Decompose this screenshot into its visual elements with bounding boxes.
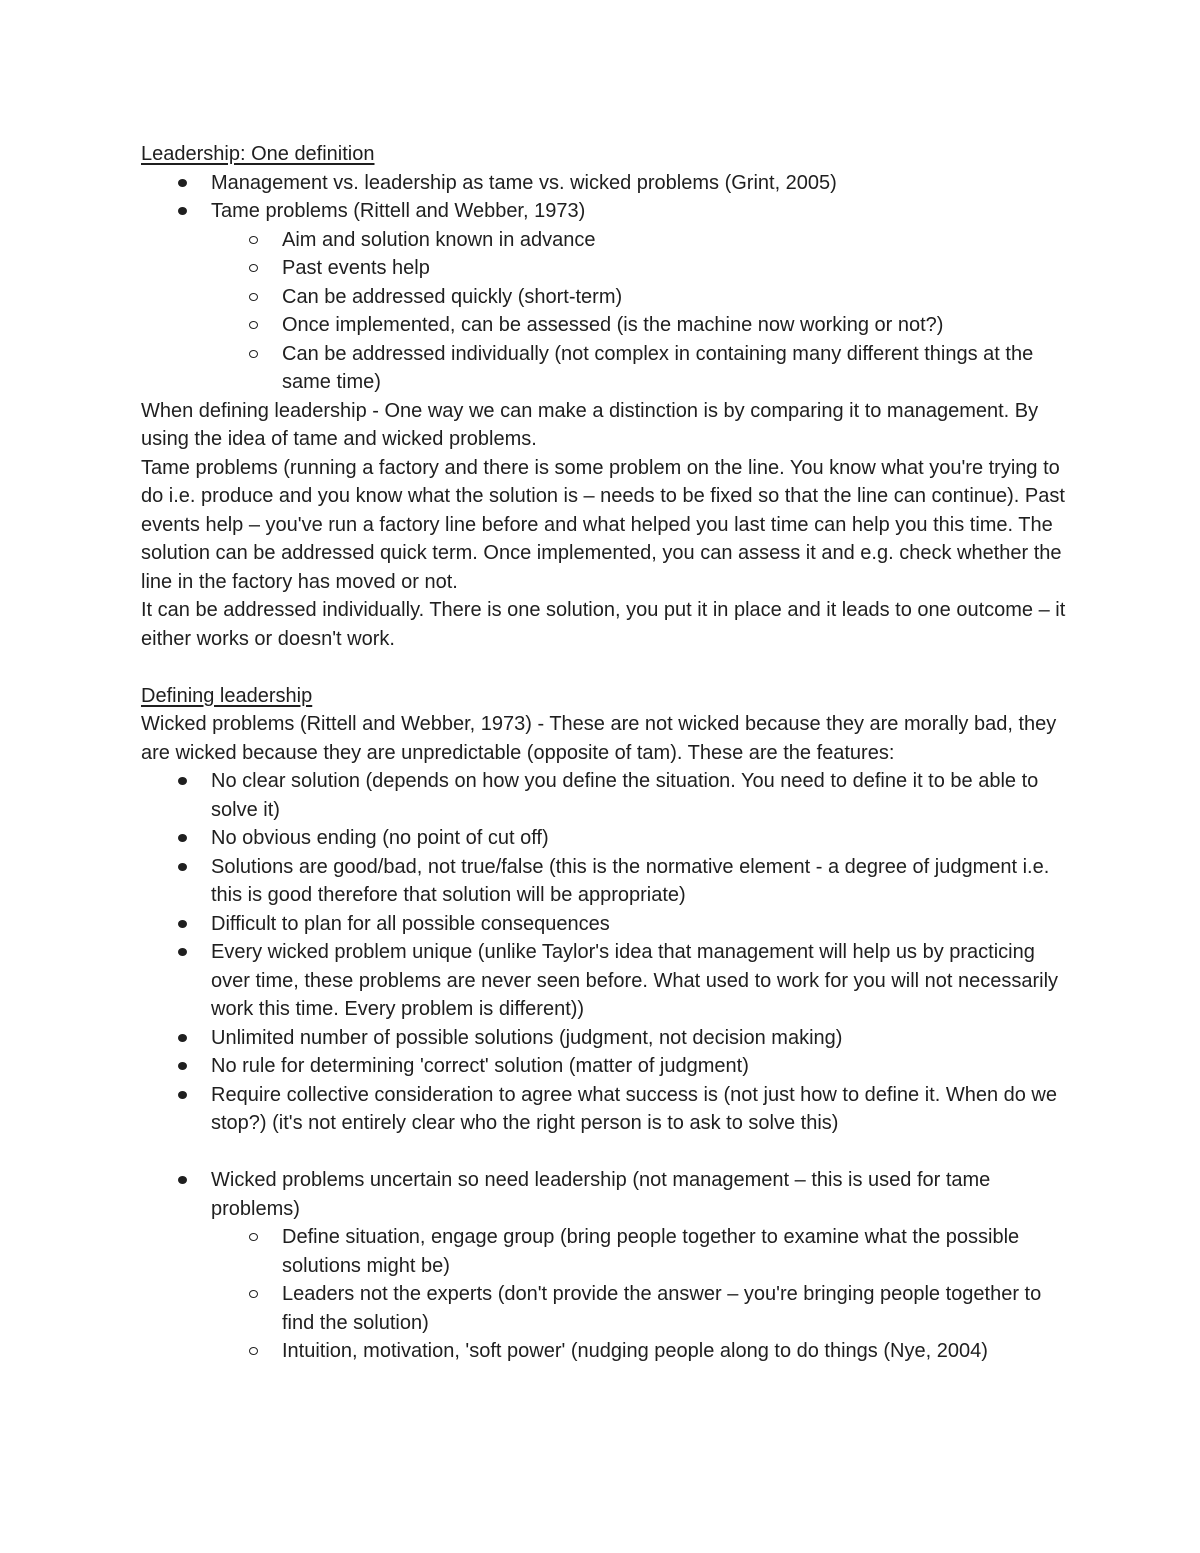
list-item-text: Require collective consideration to agree what success is (not just how to define it. When do we stop?) (it's not entirely clear who the right person is to ask to solve this) [211, 1083, 1057, 1134]
list-item [141, 853, 1066, 910]
sub-list-item [141, 311, 1066, 340]
hollow-bullet-icon [249, 350, 258, 358]
sub-list-item [141, 340, 1066, 397]
list-item [141, 767, 1066, 824]
sub-list-item [141, 283, 1066, 312]
filled-bullet-icon [178, 207, 187, 215]
list-item [141, 1052, 1066, 1081]
sub-list-item [141, 1280, 1066, 1337]
document-page [141, 140, 1066, 1366]
paragraph: Tame problems (running a factory and there is some problem on the line. You know what you're trying to do i.e. produce and you know what the solution is – needs to be fixed so that the line can continue). Past events help – you've run a factory line before and what helped you last time can help you this time. The solution can be addressed quick term. Once implemented, you can assess it and e.g. check whether the line in the factory has moved or not. [141, 456, 1065, 593]
list-item-text: Tame problems (Rittell and Webber, 1973) [211, 200, 586, 222]
sub-list-item [141, 1223, 1066, 1280]
list-item [141, 1024, 1066, 1053]
sub-list-item [141, 226, 1066, 255]
list-item-text: No clear solution (depends on how you define the situation. You need to define it to be able to solve it) [211, 770, 1039, 821]
list-item [141, 824, 1066, 853]
filled-bullet-icon [178, 948, 187, 956]
hollow-bullet-icon [249, 293, 258, 301]
list-item-text: Difficult to plan for all possible consequences [211, 912, 610, 935]
list-item [141, 1166, 1066, 1223]
list-item-text: Wicked problems uncertain so need leadership (not management – this is used for tame problems) [211, 1169, 991, 1220]
sub-bullet-list [141, 1223, 1066, 1366]
blank-line [141, 1138, 1066, 1167]
paragraph: When defining leadership - One way we can make a distinction is by comparing it to management. By using the idea of tame and wicked problems. [141, 399, 1039, 450]
filled-bullet-icon [178, 179, 187, 187]
hollow-bullet-icon [249, 236, 258, 244]
bullet-list [141, 1166, 1066, 1223]
sub-list-item [141, 254, 1066, 283]
hollow-bullet-icon [249, 1233, 258, 1241]
hollow-bullet-icon [249, 1290, 258, 1298]
list-item-text: Solutions are good/bad, not true/false (this is the normative element - a degree of judgment i.e. this is good therefore that solution will be appropriate) [211, 855, 1050, 906]
sub-list-item-text: Can be addressed individually (not complex in containing many different things at the same time) [282, 342, 1034, 393]
sub-list-item-text: Past events help [282, 257, 430, 279]
list-item-text: Unlimited number of possible solutions (judgment, not decision making) [211, 1026, 843, 1049]
hollow-bullet-icon [249, 321, 258, 329]
hollow-bullet-icon [249, 1347, 258, 1355]
section-heading-leadership-definition: Leadership: One definition [141, 143, 375, 165]
blank-line [141, 653, 1066, 682]
list-item-text: Management vs. leadership as tame vs. wicked problems (Grint, 2005) [211, 171, 837, 194]
list-item [141, 197, 1066, 226]
filled-bullet-icon [178, 863, 187, 871]
filled-bullet-icon [178, 1034, 187, 1042]
paragraph: Wicked problems (Rittell and Webber, 1973) - These are not wicked because they are morally bad, they are wicked because they are unpredictable (opposite of tam). These are the features: [141, 713, 1057, 764]
sub-list-item-text: Define situation, engage group (bring people together to examine what the possible solutions might be) [282, 1226, 1020, 1277]
list-item [141, 1081, 1066, 1138]
list-item [141, 169, 1066, 198]
filled-bullet-icon [178, 920, 187, 928]
list-item-text: Every wicked problem unique (unlike Taylor's idea that management will help us by practicing over time, these problems are never seen before. What used to work for you will not necessarily work this time. Every problem is different)) [211, 941, 1059, 1020]
hollow-bullet-icon [249, 264, 258, 272]
filled-bullet-icon [178, 1091, 187, 1099]
filled-bullet-icon [178, 1062, 187, 1070]
sub-list-item-text: Aim and solution known in advance [282, 228, 596, 251]
sub-bullet-list [141, 226, 1066, 397]
filled-bullet-icon [178, 777, 187, 785]
paragraph: It can be addressed individually. There is one solution, you put it in place and it leads to one outcome – it either works or doesn't work. [141, 599, 1066, 650]
filled-bullet-icon [178, 834, 187, 842]
list-item-text: No obvious ending (no point of cut off) [211, 827, 549, 849]
sub-list-item-text: Can be addressed quickly (short-term) [282, 285, 623, 308]
sub-list-item-text: Once implemented, can be assessed (is the machine now working or not?) [282, 314, 944, 336]
list-item-text: No rule for determining 'correct' solution (matter of judgment) [211, 1055, 749, 1077]
sub-list-item-text: Intuition, motivation, 'soft power' (nudging people along to do things (Nye, 2004) [282, 1340, 988, 1362]
section-heading-defining-leadership: Defining leadership [141, 684, 313, 707]
sub-list-item-text: Leaders not the experts (don't provide the answer – you're bringing people together to find the solution) [282, 1283, 1042, 1334]
list-item [141, 910, 1066, 939]
bullet-list [141, 767, 1066, 1138]
bullet-list [141, 169, 1066, 226]
filled-bullet-icon [178, 1176, 187, 1184]
sub-list-item [141, 1337, 1066, 1366]
list-item [141, 938, 1066, 1024]
